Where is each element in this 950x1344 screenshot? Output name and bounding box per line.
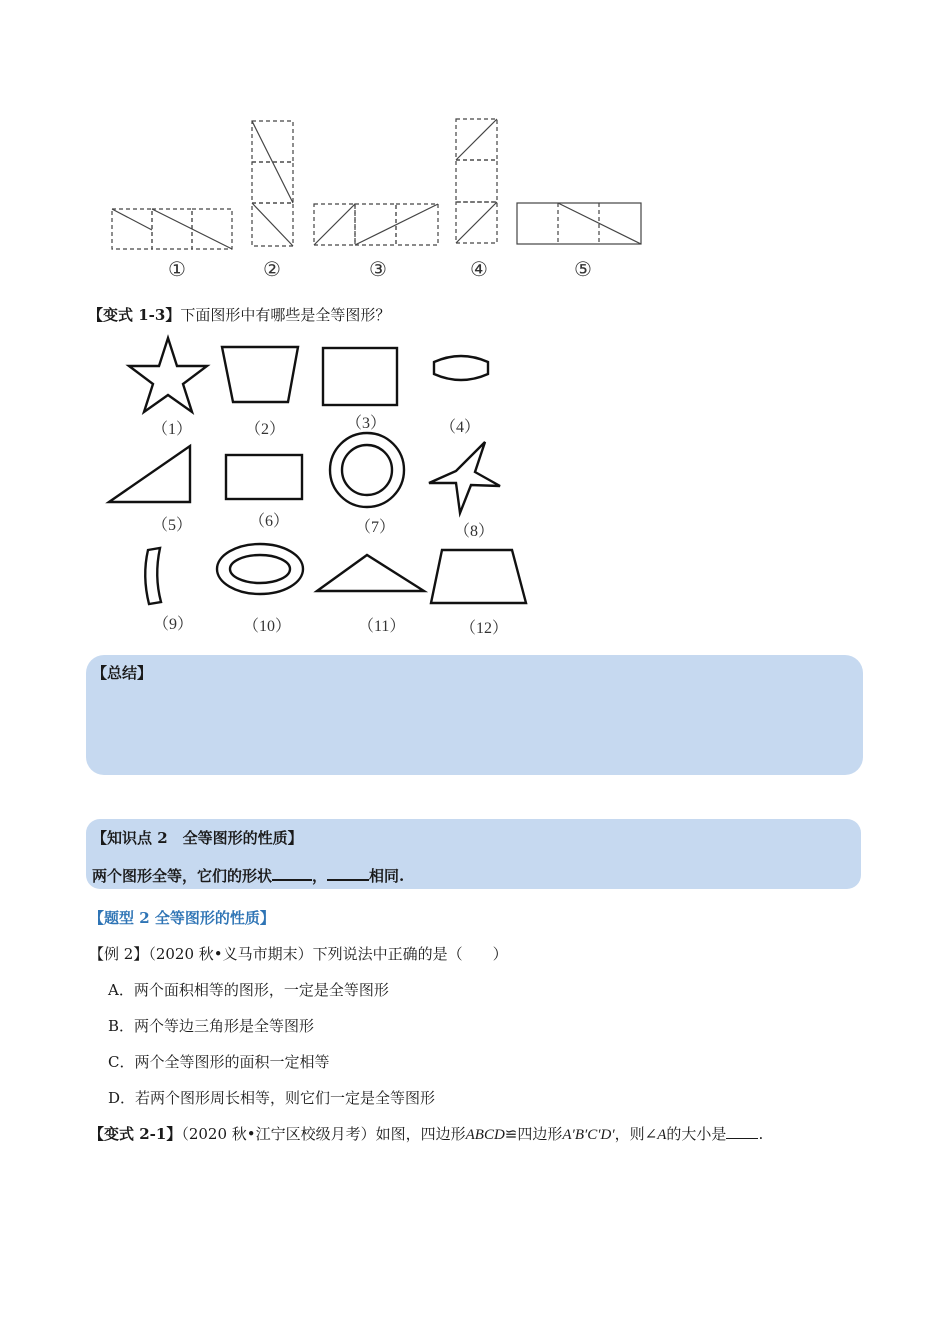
quad-abcd-prime: A′B′C′D′ — [562, 1127, 615, 1143]
shape-label-1: （1） — [152, 421, 193, 438]
shape-trapezoid-2 — [222, 347, 298, 402]
shapes-figure — [0, 0, 950, 650]
option-a: A．两个面积相等的图形，一定是全等图形 — [108, 981, 389, 999]
shape-label-10: （10） — [243, 618, 292, 635]
variant-2-1-source: （2020 秋•江宁区校级月考）如图，四边形 — [181, 1125, 466, 1143]
shape-triangle-5 — [109, 446, 190, 502]
net-label-2: ② — [263, 257, 281, 281]
variant-1-3-label: 【变式 1-3】 — [88, 306, 181, 324]
shape-label-12: （12） — [460, 620, 509, 637]
answer-blank — [726, 1124, 758, 1139]
net-label-4: ④ — [470, 257, 488, 281]
shape-rectangle-6 — [226, 455, 302, 499]
option-c: C．两个全等图形的面积一定相等 — [108, 1053, 330, 1071]
net-label-1: ① — [168, 257, 186, 281]
net-label-3: ③ — [369, 257, 387, 281]
quad-abcd: ABCD — [465, 1127, 505, 1143]
shape-label-5: （5） — [152, 517, 193, 534]
knowledge-point-2-sentence — [92, 865, 404, 886]
shape-label-11: （11） — [358, 618, 406, 635]
knowledge-point-2-title: 【知识点 2 全等图形的性质】 — [92, 829, 303, 847]
shape-star-1 — [129, 338, 207, 412]
shape-triangle-11 — [317, 555, 424, 591]
variant-2-1-question — [89, 1124, 763, 1145]
end-period: . — [758, 1125, 764, 1143]
summary-title: 【总结】 — [92, 664, 153, 682]
example-2-question — [89, 944, 508, 964]
example-2-text: （2020 秋•义马市期末）下列说法中正确的是（ ） — [148, 945, 508, 963]
shape-trapezoid-12 — [431, 550, 526, 603]
sentence-start: 两个图形全等，它们的形状 — [92, 867, 273, 885]
shape-wave-9 — [145, 548, 161, 604]
shape-label-4: （4） — [440, 419, 481, 436]
option-d: D．若两个图形周长相等，则它们一定是全等图形 — [108, 1089, 436, 1107]
shape-rectangle-3 — [323, 348, 397, 405]
sentence-comma: ， — [312, 867, 328, 885]
net-label-5: ⑤ — [574, 257, 592, 281]
option-b: B．两个等边三角形是全等图形 — [108, 1017, 315, 1035]
shape-label-7: （7） — [355, 519, 396, 536]
shape-label-6: （6） — [249, 513, 290, 530]
variant-1-3-text: 下面图形中有哪些是全等图形？ — [180, 306, 391, 324]
shape-ellipse-inner-10 — [230, 555, 290, 583]
blank-1 — [272, 865, 312, 881]
variant-2-1-label: 【变式 2-1】 — [89, 1125, 182, 1143]
shape-label-2: （2） — [245, 421, 286, 438]
shape-star-8 — [429, 442, 500, 513]
tail-text: 的大小是 — [666, 1125, 727, 1143]
shape-label-8: （8） — [454, 523, 495, 540]
blank-2 — [327, 865, 369, 881]
shape-ring-inner-7 — [342, 445, 392, 495]
then-angle-text: ，则∠ — [614, 1125, 658, 1143]
sentence-end: 相同. — [369, 867, 405, 885]
shape-label-3: （3） — [346, 415, 387, 432]
angle-a: A — [657, 1127, 667, 1143]
knowledge-point-2-box — [86, 819, 861, 889]
example-2-label: 【例 2】 — [89, 945, 149, 963]
congruent-text: ≌四边形 — [504, 1125, 563, 1143]
type-2-heading: 【题型 2 全等图形的性质】 — [89, 909, 275, 927]
summary-box — [86, 655, 863, 775]
shape-label-9: （9） — [153, 616, 194, 633]
shape-wave-4 — [434, 356, 488, 380]
